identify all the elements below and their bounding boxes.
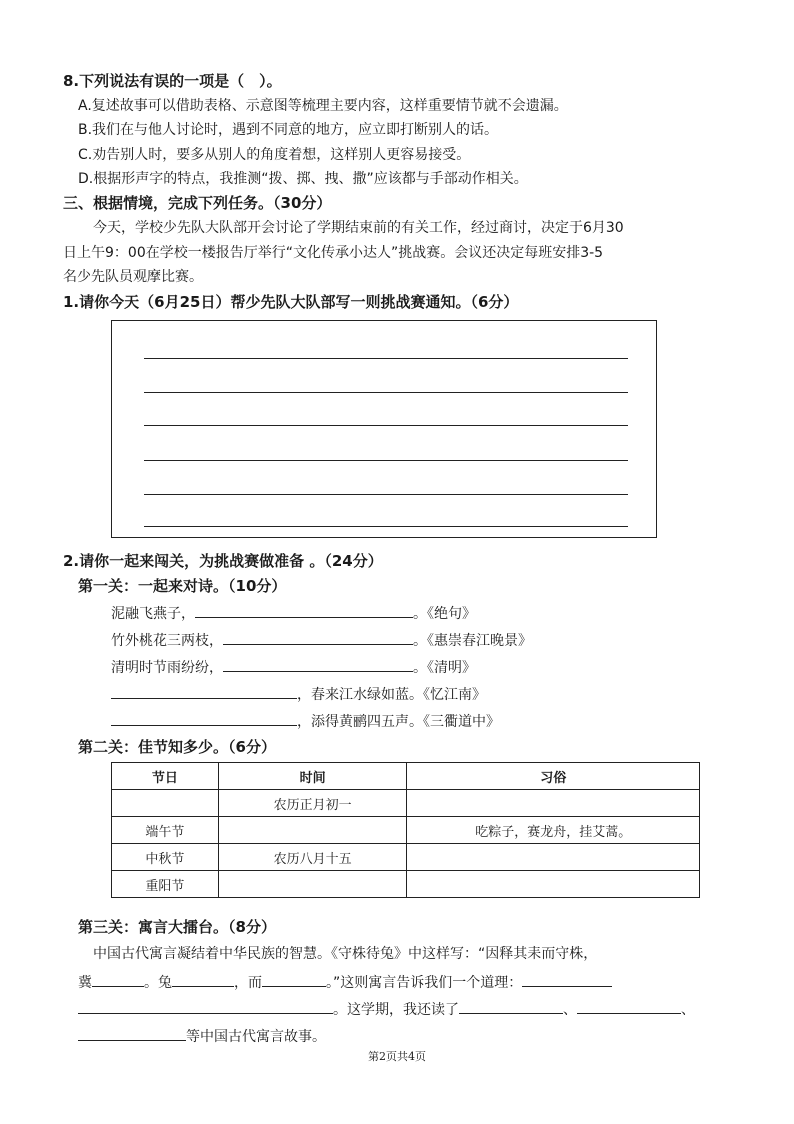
writing-line[interactable]	[144, 526, 628, 527]
fable-line-2	[78, 970, 612, 992]
cell-time[interactable]	[218, 871, 407, 898]
option-b: B.我们在与他人讨论时，遇到不同意的地方，应立即打断别人的话。	[78, 122, 499, 138]
level-2-title: 第二关：佳节知多少。（6分）	[78, 738, 276, 756]
poem-prefix: 清明时节雨纷纷，	[111, 660, 223, 676]
poem-suffix: 。《惠崇春江晚景》	[413, 633, 532, 649]
header-festival: 节日	[112, 763, 219, 790]
question-8-title: 8.下列说法有误的一项是（ ）。	[63, 72, 282, 90]
cell-festival: 重阳节	[112, 871, 219, 898]
cell-festival[interactable]	[112, 790, 219, 817]
task-1-title: 1.请你今天（6月25日）帮少先队大队部写一则挑战赛通知。（6分）	[63, 293, 519, 311]
section-3-title: 三、根据情境，完成下列任务。（30分）	[63, 194, 332, 212]
festival-table	[111, 762, 700, 898]
cell-time: 农历八月十五	[218, 844, 407, 871]
option-a: A.复述故事可以借助表格、示意图等梳理主要内容，这样重要情节就不会遗漏。	[78, 98, 568, 114]
fable-blank[interactable]	[78, 1024, 186, 1041]
context-line-3: 名少先队员观摩比赛。	[63, 269, 203, 285]
fable-blank[interactable]	[172, 970, 234, 987]
poem-suffix: ，春来江水绿如蓝。《忆江南》	[297, 687, 486, 703]
fable-text: 、	[563, 1002, 577, 1018]
poem-blank[interactable]	[223, 655, 413, 672]
poem-prefix: 泥融飞燕子，	[111, 606, 195, 622]
poem-blank[interactable]	[111, 709, 297, 726]
cell-festival: 中秋节	[112, 844, 219, 871]
poem-blank[interactable]	[111, 682, 297, 699]
level-3-title: 第三关：寓言大擂台。（8分）	[78, 918, 276, 936]
writing-line[interactable]	[144, 494, 628, 495]
writing-line[interactable]	[144, 392, 628, 393]
option-d: D.根据形声字的特点，我推测“拨、掷、拽、撒”应该都与手部动作相关。	[78, 171, 528, 187]
cell-custom[interactable]	[407, 790, 700, 817]
fable-blank[interactable]	[262, 970, 326, 987]
fable-line-4	[78, 1024, 326, 1046]
page-number: 第2页共4页	[368, 1050, 426, 1063]
fable-text: 。”这则寓言告诉我们一个道理：	[326, 975, 523, 991]
context-line-1: 今天，学校少先队大队部开会讨论了学期结束前的有关工作，经过商讨，决定于6月30	[93, 220, 624, 236]
cell-time: 农历正月初一	[218, 790, 407, 817]
writing-line[interactable]	[144, 358, 628, 359]
cell-custom: 吃粽子，赛龙舟，挂艾蒿。	[407, 817, 700, 844]
poem-line-2	[111, 628, 532, 650]
poem-suffix: ，添得黄鹂四五声。《三衢道中》	[297, 714, 500, 730]
cell-custom[interactable]	[407, 871, 700, 898]
poem-line-4	[111, 682, 486, 704]
table-header-row	[112, 763, 700, 790]
fable-blank[interactable]	[92, 970, 144, 987]
task-2-title: 2.请你一起来闯关，为挑战赛做准备 。（24分）	[63, 552, 383, 570]
poem-line-1	[111, 601, 476, 623]
fable-blank[interactable]	[459, 997, 563, 1014]
poem-blank[interactable]	[195, 601, 413, 618]
fable-text: 冀	[78, 975, 92, 991]
poem-prefix: 竹外桃花三两枝，	[111, 633, 223, 649]
fable-blank[interactable]	[78, 997, 333, 1014]
fable-blank[interactable]	[522, 970, 612, 987]
writing-line[interactable]	[144, 425, 628, 426]
fable-line-3	[78, 997, 695, 1019]
writing-line[interactable]	[144, 460, 628, 461]
cell-festival: 端午节	[112, 817, 219, 844]
fable-text: 等中国古代寓言故事。	[186, 1029, 326, 1045]
table-row	[112, 871, 700, 898]
level-1-title: 第一关：一起来对诗。（10分）	[78, 577, 287, 595]
header-time: 时间	[218, 763, 407, 790]
poem-suffix: 。《清明》	[413, 660, 476, 676]
fable-text: 。这学期，我还读了	[333, 1002, 459, 1018]
cell-time[interactable]	[218, 817, 407, 844]
fable-line-1: 中国古代寓言凝结着中华民族的智慧。《守株待兔》中这样写：“因释其耒而守株，	[93, 946, 598, 962]
fable-text: 、	[681, 1002, 695, 1018]
fable-text: ，而	[234, 975, 262, 991]
context-line-2: 日上午9：00在学校一楼报告厅举行“文化传承小达人”挑战赛。会议还决定每班安排3-5	[63, 245, 604, 261]
table-row	[112, 844, 700, 871]
header-custom: 习俗	[407, 763, 700, 790]
table-row	[112, 817, 700, 844]
fable-blank[interactable]	[577, 997, 681, 1014]
poem-line-5	[111, 709, 500, 731]
poem-line-3	[111, 655, 476, 677]
fable-text: 。兔	[144, 975, 172, 991]
option-c: C.劝告别人时，要多从别人的角度着想，这样别人更容易接受。	[78, 147, 471, 163]
cell-custom[interactable]	[407, 844, 700, 871]
table-row	[112, 790, 700, 817]
poem-blank[interactable]	[223, 628, 413, 645]
notice-writing-box[interactable]	[111, 320, 657, 538]
poem-suffix: 。《绝句》	[413, 606, 476, 622]
